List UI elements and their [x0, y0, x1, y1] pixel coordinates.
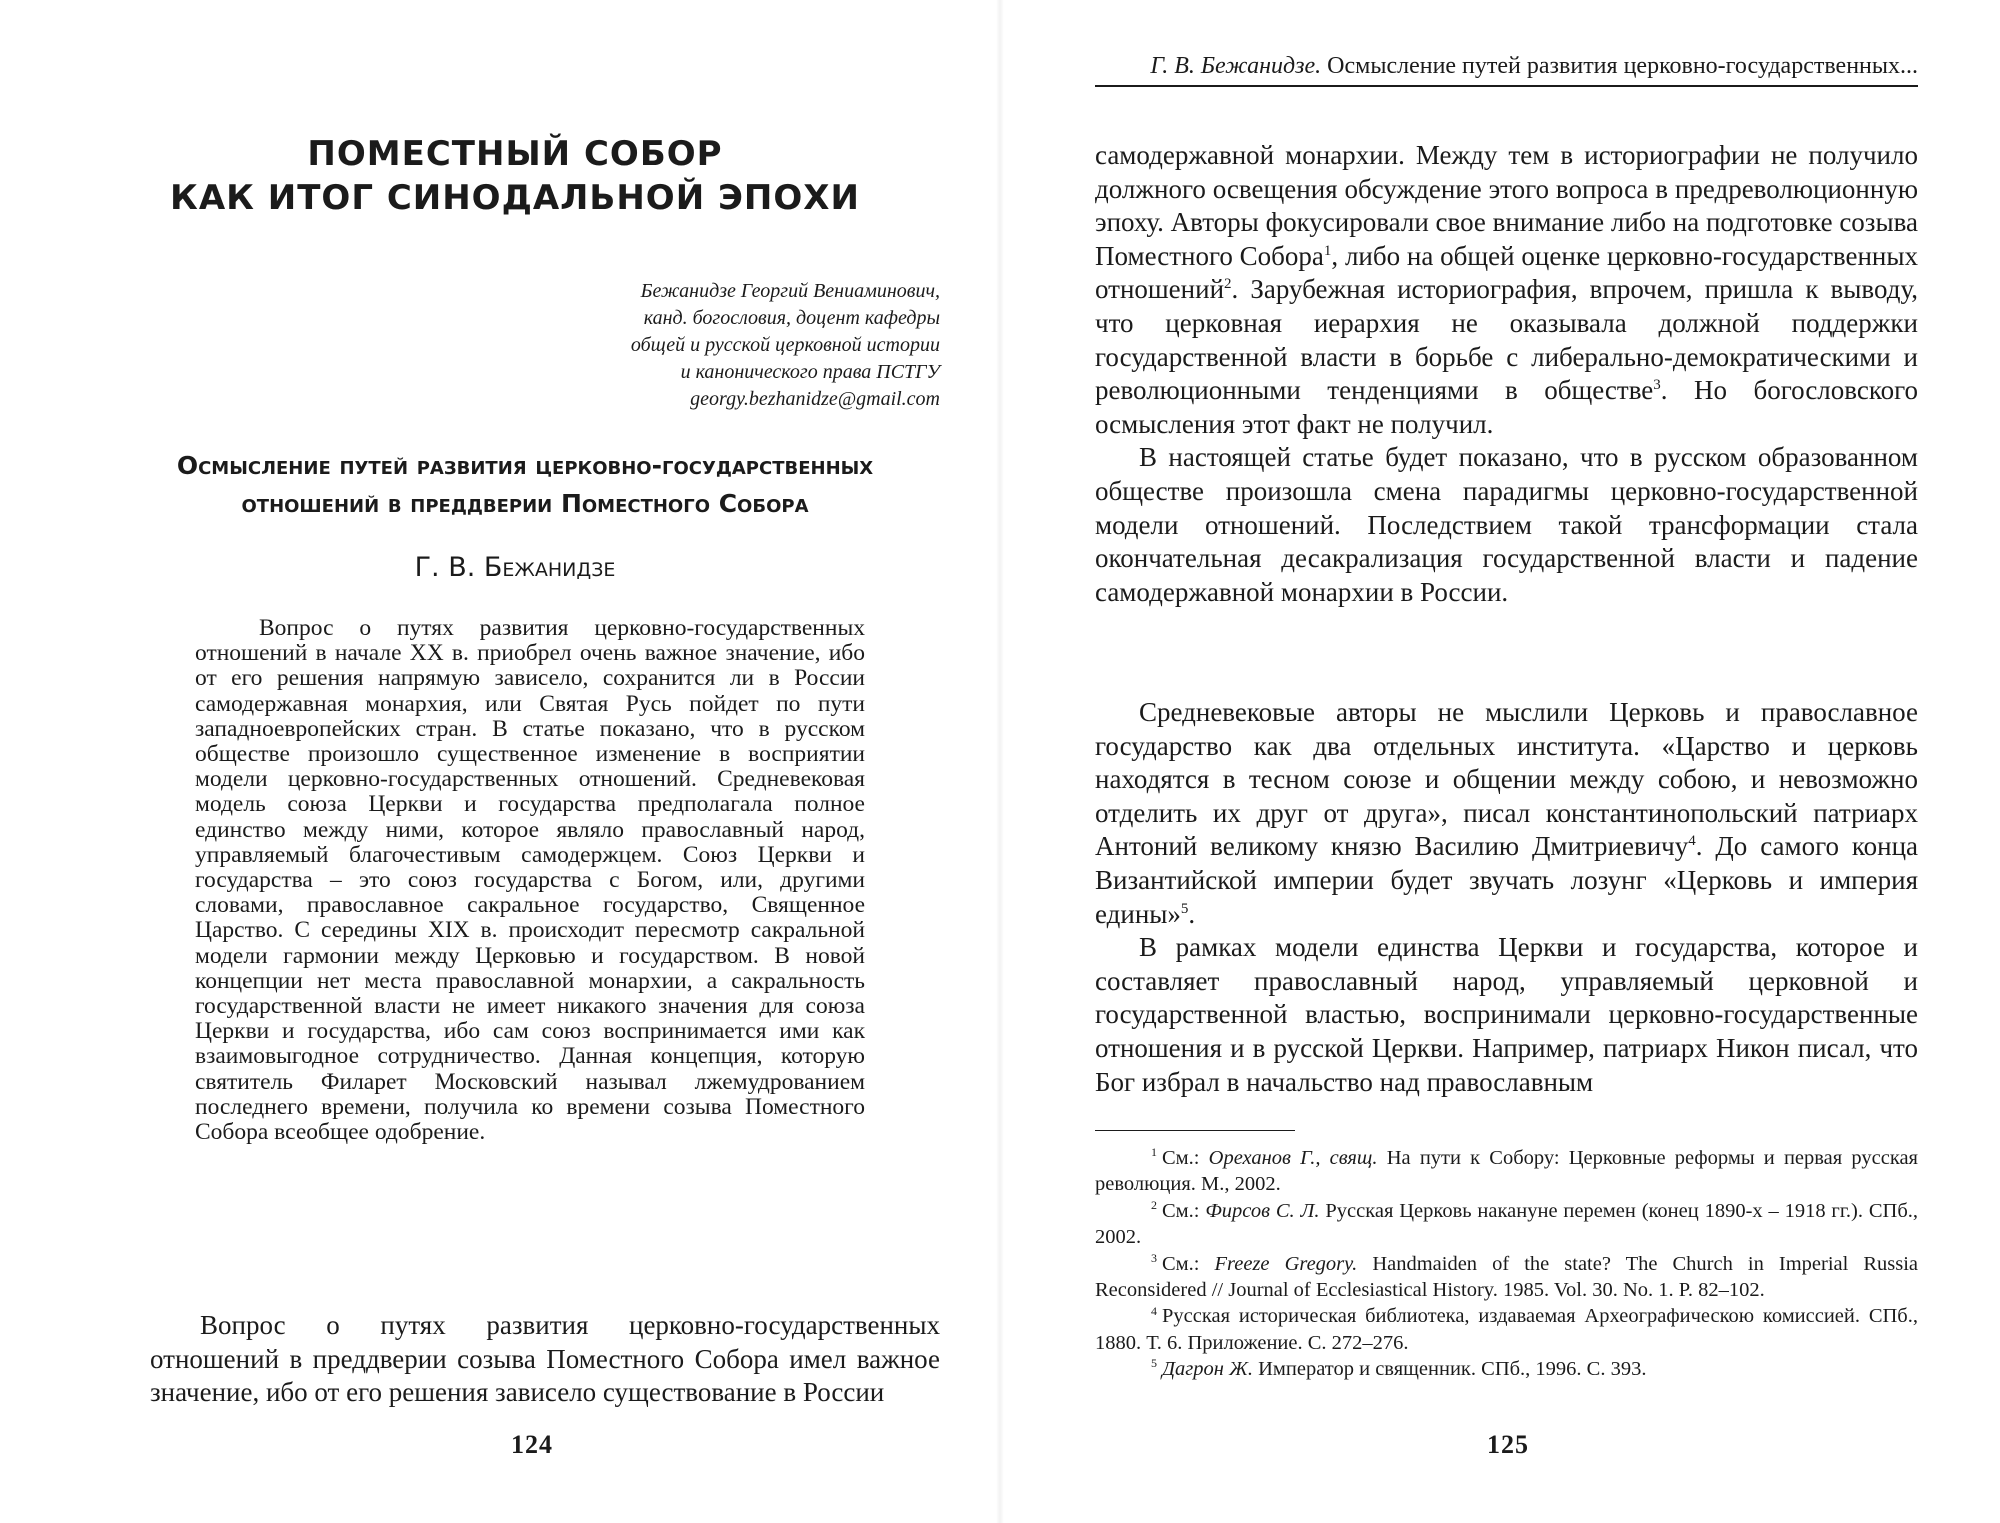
footnote-text: Handmaiden of the state? The Church in Imperial Russia Reconsidered // Journal of Ecclesiastical History. 1985. Vol. 30. No. 1. P. 82–102. — [1095, 1252, 1919, 1302]
footnote-ref-5[interactable]: 5 — [1180, 900, 1189, 917]
footnote-number: 4 — [1151, 1303, 1157, 1318]
right-body-section-1 — [1095, 139, 1918, 609]
paragraph-text: . До самого конца Византийской империи будет звучать лозунг «Церковь и империя едины» — [1095, 831, 1918, 929]
footnote-ref-1[interactable]: 1 — [1323, 242, 1332, 259]
page-number-right: 125 — [1487, 1430, 1529, 1459]
author-info — [440, 278, 940, 413]
paragraph-text: Средневековые авторы не мыслили Церковь и православное государство как два отдельных института. «Царство и церковь находятся в тесном союзе и общении между собою, и невозможно отделить их друг от друга», писал константинопольский патриарх Антоний великому князю Василию Дмитриевичу — [1095, 697, 1918, 862]
article-title-line-1: Осмысление путей развития церковно-государственных — [176, 451, 874, 480]
footnote-number: 2 — [1151, 1197, 1157, 1212]
paragraph-text: . Зарубежная историография, впрочем, пришла к выводу, что церковная иерархия не оказывала должной поддержки государственной власти в борьбе с либерально-демократическими и революционными тенденциями в обществе — [1095, 274, 1918, 406]
author-info-institution: и канонического права ПСТГУ — [680, 361, 940, 383]
footnote-rule — [1095, 1130, 1295, 1131]
body-paragraph — [1095, 139, 1918, 441]
author-info-department: общей и русской церковной истории — [630, 334, 940, 356]
footnote-prefix: См.: — [1162, 1147, 1200, 1169]
author-info-degree: канд. богословия, доцент кафедры — [643, 307, 940, 329]
footnote-text: Русская историческая библиотека, издаваемая Археографическою комиссией. СПб., 1880. Т. 6. Приложение. С. 272–276. — [1095, 1305, 1918, 1354]
paragraph-text: . — [1188, 898, 1196, 929]
footnote-text: Русская Церковь накануне перемен (конец 1890-х – 1918 гг.). СПб., 2002. — [1095, 1199, 1919, 1249]
footnote-ref-4[interactable]: 4 — [1688, 833, 1696, 850]
header-rule — [1095, 85, 1918, 87]
footnote-author: Фирсов С. Л. — [1205, 1199, 1320, 1222]
page-number-left: 124 — [511, 1430, 553, 1459]
footnote-number: 1 — [1151, 1145, 1157, 1160]
main-title-line-1: ПОМЕСТНЫЙ СОБОР — [307, 134, 723, 174]
author-info-name: Бежанидзе Георгий Вениаминович, — [640, 280, 940, 302]
article-byline: Г. В. Бежанидзе — [414, 552, 616, 583]
running-header-author: Г. В. Бежанидзе. — [1150, 53, 1322, 79]
footnotes — [1095, 1145, 1918, 1383]
footnote-1 — [1095, 1145, 1918, 1198]
footnote-prefix: См.: — [1162, 1252, 1200, 1275]
paragraph-text: В рамках модели единства Церкви и государства, которое и составляет православный народ, управляемый церковной и государственной властью, воспринимали церковно-государственные отношения и в русской Церкви. Например, патриарх Никон писал, что Бог избрал в начальство над православным — [1095, 932, 1918, 1097]
body-paragraph — [1095, 441, 1918, 609]
body-paragraph: Вопрос о путях развития церковно-государственных отношений в преддверии созыва Поместного Собора имел важное значение, ибо от его решения зависело существование в России — [150, 1310, 940, 1407]
paragraph-text: самодержавной монархии. Между тем в историографии не получило должного освещения обсуждение этого вопроса в предреволюционную эпоху. Авторы фокусировали свое внимание либо на подготовке созыва Поместного Собора — [1095, 140, 1918, 271]
main-title-line-2: КАК ИТОГ СИНОДАЛЬНОЙ ЭПОХИ — [170, 178, 860, 218]
article-title-line-2: отношений в преддверии Поместного Собора — [241, 489, 809, 518]
footnote-ref-2[interactable]: 2 — [1224, 276, 1232, 293]
footnote-author: Дагрон Ж. — [1162, 1358, 1253, 1381]
abstract-paragraph: Вопрос о путях развития церковно-государственных отношений в начале XX в. приобрел очень важное значение, ибо от его решения напрямую зависело, сохранится ли в России самодержавная монархия, или Святая Русь пойдет по пути западноевропейских стран. В статье показано, что в русском обществе произошло существенное изменение в восприятии модели церковно-государственных отношений. Средневековая модель союза Церкви и государства предполагала полное единство между ними, которое являло православный народ, управляемый благочестивым самодержцем. Союз Церкви и государства – это союз государства с Богом, или, другими словами, православное сакральное государство, Священное Царство. С середины XIX в. происходит пересмотр сакральной модели гармонии между Церковью и государством. В новой концепции нет места православной монархии, а сакральность государственной власти не имеет никакого значения для союза Церкви и государства, ибо сам союз воспринимается ими как взаимовыгодное сотрудничество. Данная концепция, которую святитель Филарет Московский называл лжемудрованием последнего времени, получила ко времени созыва Поместного Собора всеобщее одобрение. — [195, 615, 865, 1146]
page-right — [1000, 0, 2000, 1523]
article-title — [110, 447, 940, 523]
footnote-5 — [1095, 1356, 1918, 1382]
footnote-number: 5 — [1151, 1356, 1157, 1371]
footnote-author: Freeze Gregory. — [1214, 1252, 1358, 1275]
paragraph-text: , либо на общей оценке церковно-государственных отношений — [1095, 240, 1918, 305]
footnote-text: На пути к Собору: Церковные реформы и первая русская революция. М., 2002. — [1095, 1147, 1918, 1196]
paragraph-text: В настоящей статье будет показано, что в русском образованном обществе произошла смена парадигмы церковно-государственной модели отношений. Последствием такой трансформации стала окончательная десакрализация государственной власти и падение самодержавной монархии в России. — [1095, 442, 1918, 607]
footnote-4 — [1095, 1303, 1918, 1356]
running-header — [1095, 52, 1918, 80]
footnote-text: Император и священник. СПб., 1996. С. 393. — [1258, 1358, 1647, 1381]
main-title — [150, 132, 880, 220]
left-body-text — [150, 1309, 940, 1410]
footnote-author: Ореханов Г., свящ. — [1208, 1147, 1378, 1169]
footnote-3 — [1095, 1251, 1918, 1304]
running-header-title: Осмысление путей развития церковно-государственных... — [1327, 53, 1918, 79]
body-paragraph — [1095, 696, 1918, 931]
footnote-ref-3[interactable]: 3 — [1653, 377, 1661, 394]
right-body-section-2 — [1095, 696, 1918, 1099]
footnote-prefix: См.: — [1162, 1199, 1200, 1222]
footnote-number: 3 — [1151, 1250, 1157, 1265]
footnote-2 — [1095, 1198, 1918, 1251]
paragraph-text: . Но богословского осмысления этот факт не получил. — [1095, 375, 1918, 439]
author-email: georgy.bezhanidze@gmail.com — [690, 388, 940, 410]
body-paragraph — [1095, 931, 1918, 1099]
abstract — [195, 616, 865, 1145]
